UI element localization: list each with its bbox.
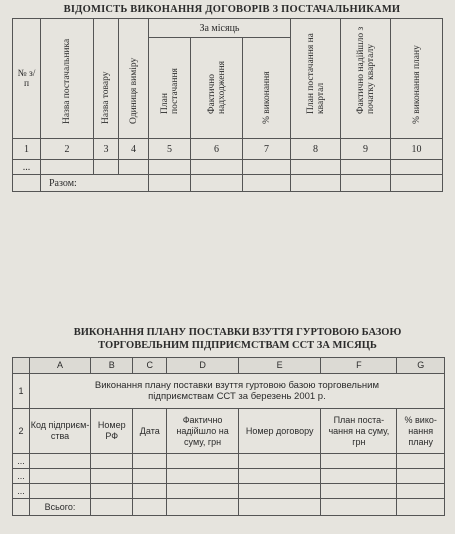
header-pct-plan: % вико-нання плану — [397, 409, 445, 454]
col-letter-a: A — [29, 358, 90, 374]
col-num-4: 4 — [119, 139, 149, 160]
total-label: Разом: — [41, 175, 149, 192]
col-num-8: 8 — [291, 139, 341, 160]
col-num-6: 6 — [191, 139, 243, 160]
row-number-2: 2 — [13, 409, 30, 454]
col-letter-d: D — [167, 358, 239, 374]
corner-cell — [13, 358, 30, 374]
shoe-delivery-sheet — [12, 357, 445, 516]
header-planned-amount: План поста-чання на суму, грн — [321, 409, 397, 454]
header-plan-quarter: План постачання на квартал — [291, 19, 341, 139]
col-letter-b: B — [91, 358, 133, 374]
col-letter-g: G — [397, 358, 445, 374]
dots-cell: ... — [13, 454, 30, 469]
table1-title: ВІДОМІСТЬ ВИКОНАННЯ ДОГОВОРІВ З ПОСТАЧАЛЬНИКАМИ — [63, 4, 401, 15]
contracts-table — [12, 18, 443, 192]
col-num-10: 10 — [391, 139, 443, 160]
column-letter-row — [13, 358, 445, 374]
header-fact-quarter: Фактично надійшло з початку кварталу — [341, 19, 391, 139]
header-pct-plan: % виконання плану — [391, 19, 443, 139]
header-pct-month: % виконання — [243, 38, 291, 139]
header-date: Дата — [133, 409, 167, 454]
total-row — [13, 499, 445, 516]
table-row — [13, 454, 445, 469]
table-row — [13, 160, 443, 175]
col-num-9: 9 — [341, 139, 391, 160]
col-letter-c: C — [133, 358, 167, 374]
header-contract-number: Номер договору — [238, 409, 320, 454]
header-unit: Одиниця виміру — [119, 19, 149, 139]
column-number-row — [13, 139, 443, 160]
total-label: Всього: — [29, 499, 90, 516]
table-row — [13, 469, 445, 484]
header-product: Назва товару — [94, 19, 119, 139]
table-row — [13, 484, 445, 499]
col-num-1: 1 — [13, 139, 41, 160]
col-num-3: 3 — [94, 139, 119, 160]
header-company-code: Код підприєм-ства — [29, 409, 90, 454]
col-letter-e: E — [238, 358, 320, 374]
sheet-caption: Виконання плану поставки взуття гуртовою базою торговельним підприємствам ССТ за березень 2001 р. — [29, 374, 444, 409]
header-actual-amount: Фактично надійшло на суму, грн — [167, 409, 239, 454]
sheet-row-2 — [13, 409, 445, 454]
total-row — [13, 175, 443, 192]
header-rf-number: Номер РФ — [91, 409, 133, 454]
dots-cell: ... — [13, 160, 41, 175]
col-num-5: 5 — [149, 139, 191, 160]
header-plan: План постачання — [149, 38, 191, 139]
col-num-2: 2 — [41, 139, 94, 160]
col-num-7: 7 — [243, 139, 291, 160]
header-fact: Фактично надходження — [191, 38, 243, 139]
table2-title: ВИКОНАННЯ ПЛАНУ ПОСТАВКИ ВЗУТТЯ ГУРТОВОЮ БАЗОЮ ТОРГОВЕЛЬНИМ ПІДПРИЄМСТВАМ ССТ ЗА МІСЯЦЬ — [73, 327, 402, 351]
row-number-1: 1 — [13, 374, 30, 409]
header-num: № з/п — [13, 19, 41, 139]
header-group-month: За місяць — [149, 19, 291, 38]
dots-cell: ... — [13, 469, 30, 484]
header-supplier: Назва постачальника — [41, 19, 94, 139]
dots-cell: ... — [13, 484, 30, 499]
col-letter-f: F — [321, 358, 397, 374]
sheet-row-1 — [13, 374, 445, 409]
